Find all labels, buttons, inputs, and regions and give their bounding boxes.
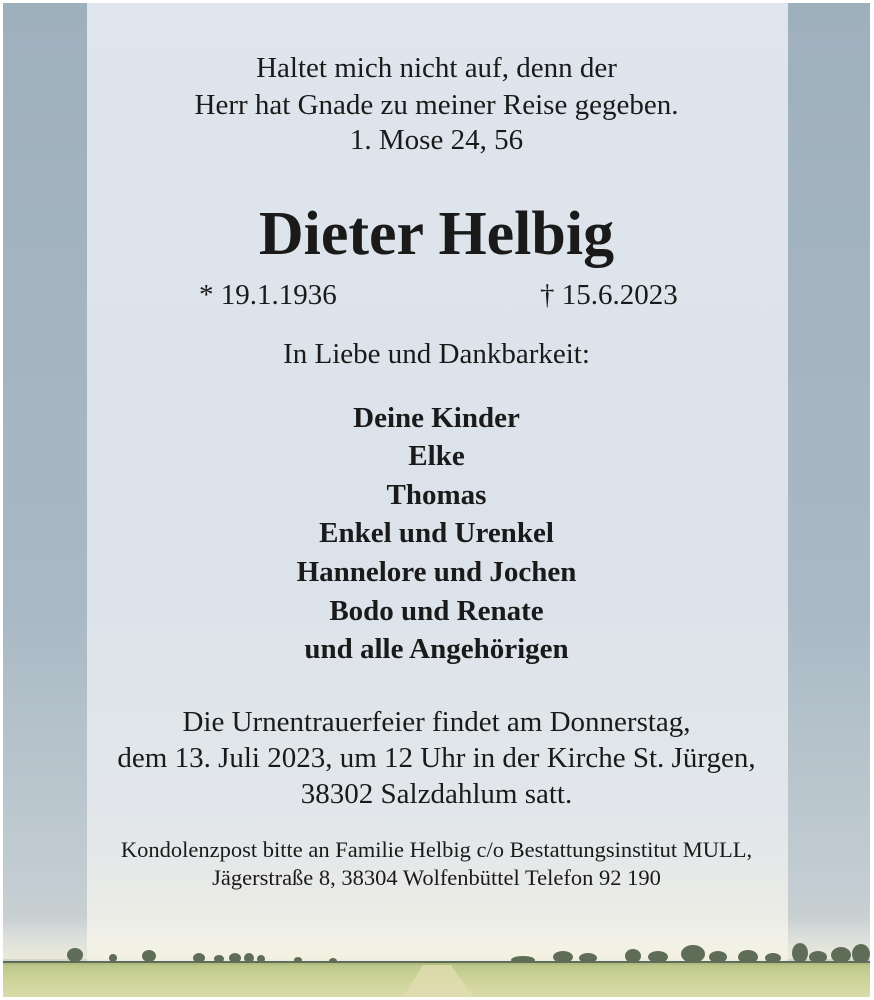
service-line-1: Die Urnentrauerfeier findet am Donnerstag, <box>182 706 691 738</box>
deceased-name: Dieter Helbig <box>258 200 615 268</box>
death-date: † 15.6.2023 <box>540 279 678 311</box>
birth-date: * 19.1.1936 <box>199 279 337 311</box>
notice-content <box>3 3 870 997</box>
dedication-line: In Liebe und Dankbarkeit: <box>283 338 590 370</box>
verse-line-2: Herr hat Gnade zu meiner Reise gegeben. <box>194 89 679 121</box>
mourner-line: Bodo und Renate <box>329 595 544 627</box>
mourner-line: Deine Kinder <box>353 402 520 434</box>
service-line-2: dem 13. Juli 2023, um 12 Uhr in der Kirche St. Jürgen, <box>117 742 756 774</box>
verse-line-1: Haltet mich nicht auf, denn der <box>256 52 617 84</box>
mourner-line: und alle Angehörigen <box>304 633 569 665</box>
mourner-line: Elke <box>408 440 465 472</box>
mourner-line: Hannelore und Jochen <box>296 556 577 588</box>
verse-reference: 1. Mose 24, 56 <box>349 124 524 156</box>
contact-line-2: Jägerstraße 8, 38304 Wolfenbüttel Telefon 92 190 <box>212 865 661 890</box>
mourner-line: Enkel und Urenkel <box>319 517 554 549</box>
obituary-notice <box>3 3 870 997</box>
service-line-3: 38302 Salzdahlum satt. <box>300 778 573 810</box>
mourner-line: Thomas <box>386 479 487 511</box>
contact-line-1: Kondolenzpost bitte an Familie Helbig c/o Bestattungsinstitut MULL, <box>120 837 753 862</box>
